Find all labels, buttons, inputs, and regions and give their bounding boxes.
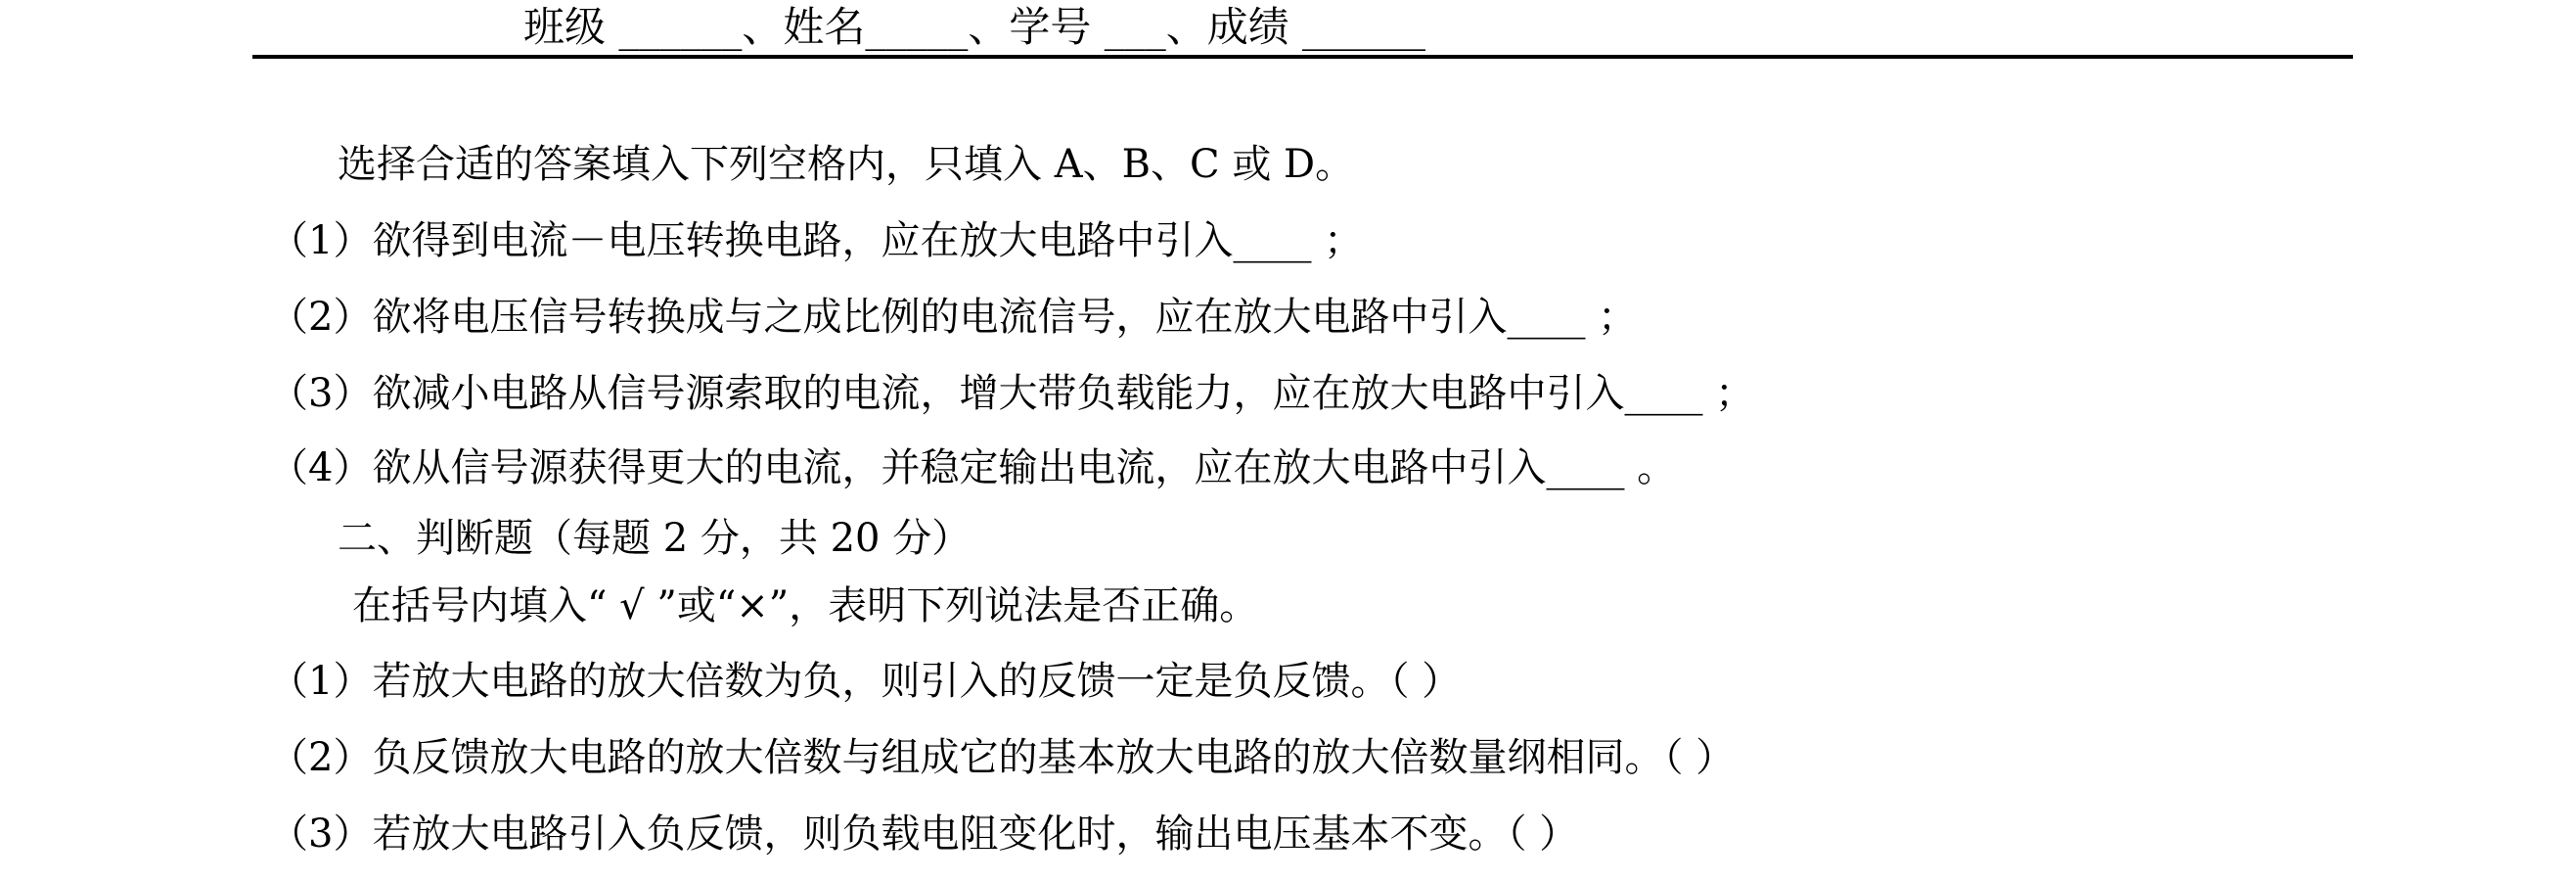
header-divider — [252, 55, 2353, 59]
section1-question-3: （3）欲减小电路从信号源索取的电流，增大带负载能力，应在放大电路中引入____ ； — [269, 371, 1755, 416]
section2-question-3: （3）若放大电路引入负反馈，则负载电阻变化时，输出电压基本不变。（ ） — [269, 811, 1579, 857]
section1-question-4: （4）欲从信号源获得更大的电流，并稳定输出电流，应在放大电路中引入____ 。 — [269, 445, 1677, 490]
section2-question-1: （1）若放大电路的放大倍数为负，则引入的反馈一定是负反馈。（ ） — [269, 659, 1462, 704]
section2-title: 二、判断题（每题 2 分，共 20 分） — [338, 516, 972, 561]
section1-question-2: （2）欲将电压信号转换成与之成比例的电流信号，应在放大电路中引入____ ； — [269, 295, 1638, 340]
student-info-header: 班级 ______、姓名_____、学号 ___、成绩 ______ — [523, 3, 1426, 51]
section2-question-2: （2）负反馈放大电路的放大倍数与组成它的基本放大电路的放大倍数量纲相同。（ ） — [269, 735, 1736, 780]
section1-instruction: 选择合适的答案填入下列空格内，只填入 A、B、C 或 D。 — [338, 142, 1355, 187]
section1-question-1: （1）欲得到电流－电压转换电路，应在放大电路中引入____ ； — [269, 218, 1364, 263]
section2-instruction: 在括号内填入“ √ ”或“×”，表明下列说法是否正确。 — [352, 583, 1259, 628]
